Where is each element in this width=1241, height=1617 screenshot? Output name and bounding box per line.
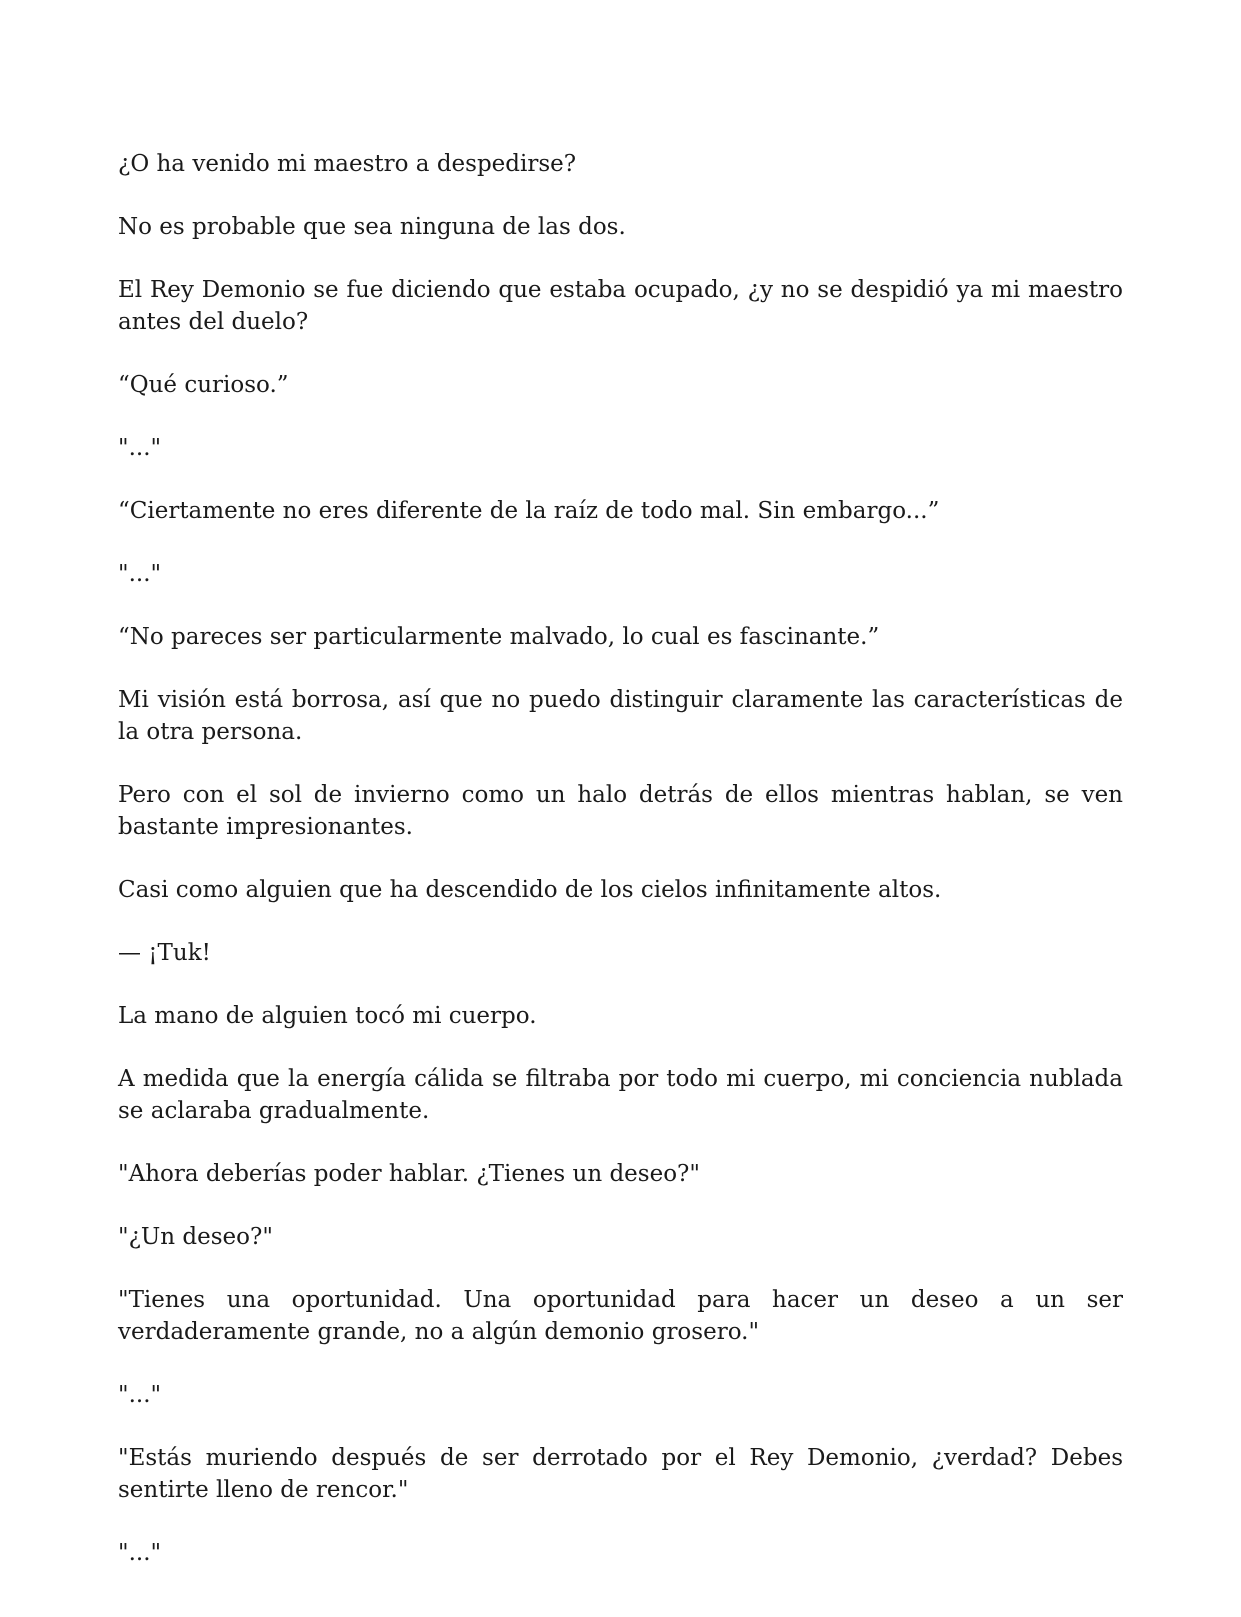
paragraph-5: "..."	[118, 435, 162, 461]
paragraph-8: “No pareces ser particularmente malvado, lo cual es fascinante.”	[118, 624, 880, 650]
paragraph-20: "..."	[118, 1540, 162, 1566]
paragraph-7: "..."	[118, 561, 162, 587]
paragraph-19: "Estás muriendo después de ser derrotado por el Rey Demonio, ¿verdad? Debes sentirte lleno de rencor."	[118, 1445, 1123, 1503]
paragraph-4: “Qué curioso.”	[118, 372, 289, 398]
paragraph-17: "Tienes una oportunidad. Una oportunidad para hacer un deseo a un ser verdaderamente grande, no a algún demonio grosero."	[118, 1287, 1123, 1345]
paragraph-6: “Ciertamente no eres diferente de la raíz de todo mal. Sin embargo...”	[118, 498, 940, 524]
paragraph-10: Pero con el sol de invierno como un halo detrás de ellos mientras hablan, se ven bastante impresionantes.	[118, 782, 1123, 840]
paragraph-1: ¿O ha venido mi maestro a despedirse?	[118, 151, 577, 177]
document-page	[118, 148, 1123, 1600]
paragraph-12: — ¡Tuk!	[118, 940, 211, 966]
paragraph-3: El Rey Demonio se fue diciendo que estaba ocupado, ¿y no se despidió ya mi maestro antes del duelo?	[118, 277, 1123, 335]
paragraph-15: "Ahora deberías poder hablar. ¿Tienes un deseo?"	[118, 1161, 700, 1187]
paragraph-9: Mi visión está borrosa, así que no puedo distinguir claramente las características de la otra persona.	[118, 687, 1123, 745]
paragraph-14: A medida que la energía cálida se filtraba por todo mi cuerpo, mi conciencia nublada se aclaraba gradualmente.	[118, 1066, 1123, 1124]
paragraph-16: "¿Un deseo?"	[118, 1224, 273, 1250]
paragraph-18: "..."	[118, 1382, 162, 1408]
paragraph-13: La mano de alguien tocó mi cuerpo.	[118, 1003, 537, 1029]
paragraph-11: Casi como alguien que ha descendido de los cielos infinitamente altos.	[118, 877, 942, 903]
paragraph-2: No es probable que sea ninguna de las dos.	[118, 214, 626, 240]
